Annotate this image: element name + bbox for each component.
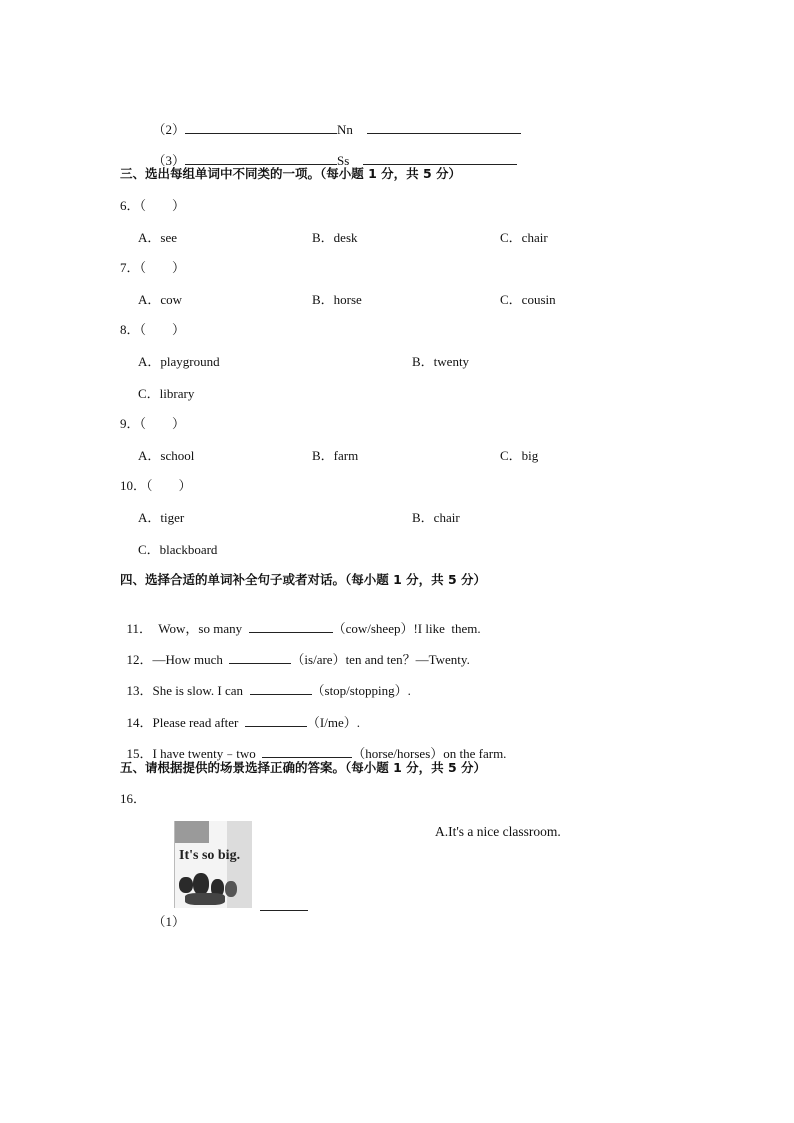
question-10-stem: 10．（ ） [120, 478, 192, 493]
row-number: （3） [152, 153, 186, 168]
child-figure [225, 881, 237, 897]
option-a-text[interactable]: A.It's a nice classroom. [435, 824, 561, 839]
question-16-number: 16． [120, 791, 147, 806]
question-9-stem: 9．（ ） [120, 416, 186, 431]
fill-row-2 [146, 105, 521, 138]
sentence-start: 13．She is slow. I can [126, 683, 250, 698]
section-5-heading: 五、请根据提供的场景选择正确的答案。（每小题 1 分，共 5 分） [120, 760, 487, 775]
child-figure [185, 893, 225, 905]
q10-option-b[interactable]: B．chair [412, 510, 460, 525]
sentence-start: 12．—How much [126, 652, 230, 667]
sentence-start: 14．Please read after [126, 715, 245, 730]
q7-option-b[interactable]: B．horse [312, 292, 362, 307]
q6-option-c[interactable]: C．chair [500, 230, 548, 245]
q9-option-a[interactable]: A．school [138, 448, 195, 463]
answer-blank[interactable] [363, 152, 517, 165]
q6-option-b[interactable]: B．desk [312, 230, 358, 245]
letter-label: Ss [337, 153, 350, 168]
q8-option-b[interactable]: B．twenty [412, 354, 470, 369]
sentence-end: （stop/stopping）. [311, 683, 411, 698]
q9-option-c[interactable]: C．big [500, 448, 539, 463]
answer-blank[interactable] [185, 121, 337, 134]
q10-option-c[interactable]: C．blackboard [138, 542, 218, 557]
sentence-start: 11． Wow，so many [126, 621, 249, 636]
picture-shade [175, 821, 209, 843]
sub-question-1 [146, 898, 185, 930]
section-3-heading: 三、选出每组单词中不同类的一项。（每小题 1 分，共 5 分） [120, 166, 462, 181]
answer-blank[interactable] [367, 121, 521, 134]
answer-blank[interactable] [260, 898, 308, 911]
child-figure [179, 877, 193, 893]
answer-blank[interactable] [229, 651, 291, 664]
answer-blank[interactable] [262, 745, 352, 758]
letter-label: Nn [337, 122, 353, 137]
q8-option-a[interactable]: A．playground [138, 354, 220, 369]
row-number: （2） [152, 122, 186, 137]
question-11 [120, 604, 481, 637]
q6-option-a[interactable]: A．see [138, 230, 177, 245]
sentence-end: （I/me）. [306, 715, 360, 730]
question-12 [120, 635, 470, 668]
question-14 [120, 698, 360, 731]
answer-blank[interactable] [245, 714, 307, 727]
sub-number: （1） [152, 914, 186, 929]
question-7-stem: 7．（ ） [120, 260, 186, 275]
answer-blank[interactable] [250, 682, 312, 695]
q7-option-c[interactable]: C．cousin [500, 292, 556, 307]
sentence-end: （horse/horses）on the farm. [352, 746, 507, 761]
child-figure [193, 873, 209, 895]
question-6-stem: 6．（ ） [120, 198, 186, 213]
section-4-heading: 四、选择合适的单词补全句子或者对话。（每小题 1 分，共 5 分） [120, 572, 487, 587]
scene-picture [174, 821, 252, 908]
answer-blank[interactable] [249, 620, 333, 633]
q9-option-b[interactable]: B．farm [312, 448, 359, 463]
q8-option-c[interactable]: C．library [138, 386, 195, 401]
sentence-start: 15．I have twenty﹣two [126, 746, 263, 761]
question-8-stem: 8．（ ） [120, 322, 186, 337]
fill-row-3 [146, 136, 517, 169]
question-13 [120, 666, 411, 699]
sentence-end: （is/are）ten and ten？—Twenty. [291, 652, 470, 667]
answer-blank[interactable] [185, 152, 337, 165]
q10-option-a[interactable]: A．tiger [138, 510, 185, 525]
question-15 [120, 729, 506, 762]
sentence-end: （cow/sheep）!I like them. [332, 621, 481, 636]
q7-option-a[interactable]: A．cow [138, 292, 183, 307]
picture-caption: It's so big. [179, 848, 241, 863]
